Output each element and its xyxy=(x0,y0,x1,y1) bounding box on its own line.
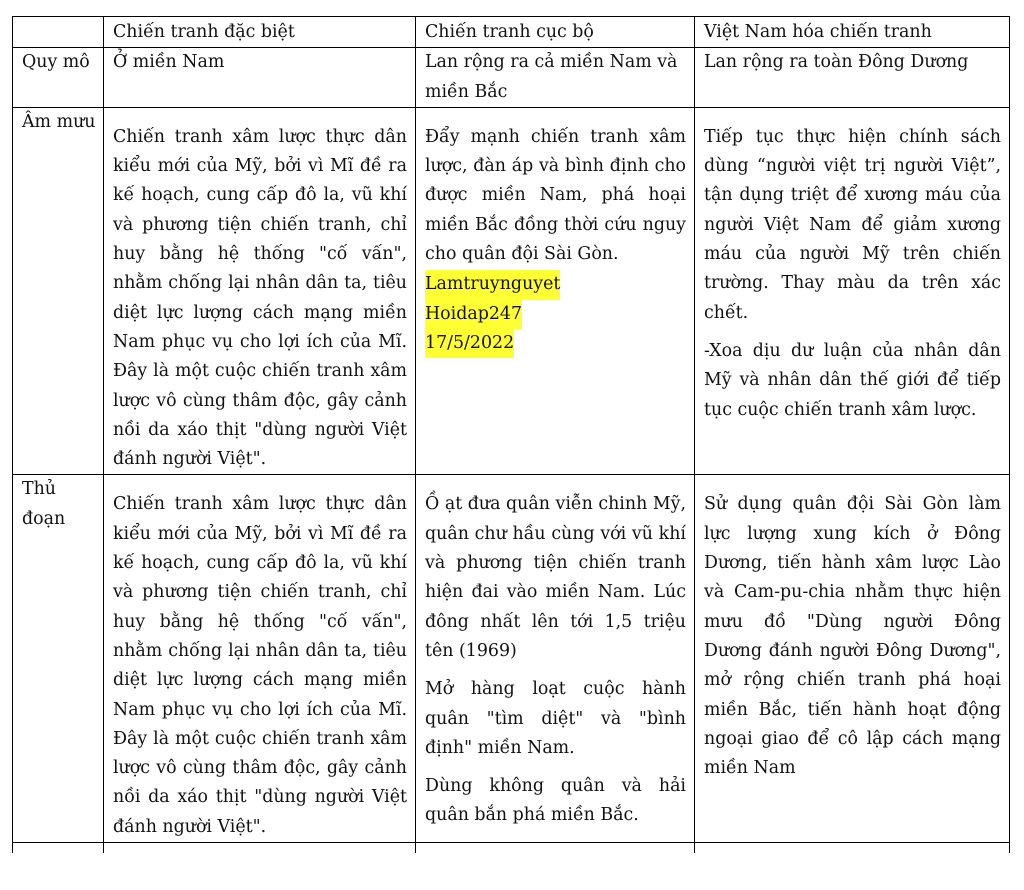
cell-tactics-vietnamization xyxy=(695,475,1010,843)
header-local-war: Chiến tranh cục bộ xyxy=(416,17,695,48)
cell-text: Ở miền Nam xyxy=(113,52,225,73)
highlight-date: 17/5/2022 xyxy=(425,329,514,358)
table-edge-cell xyxy=(104,843,416,854)
comparison-table xyxy=(12,16,1010,853)
table-edge-cell xyxy=(13,843,104,854)
cell-tactics-special xyxy=(104,475,416,843)
cell-text: Lan rộng ra toàn Đông Dương xyxy=(704,52,969,73)
cell-scale-vietnamization xyxy=(695,48,1010,108)
highlight-author: Lamtruynguyet xyxy=(425,270,560,299)
table-edge-cell xyxy=(416,843,695,854)
row-label-scale: Quy mô xyxy=(13,48,104,108)
cell-text: Lan rộng ra cả miền Nam và miền Bắc xyxy=(425,52,678,102)
cell-text: Chiến tranh xâm lược thực dân kiểu mới của Mỹ, bởi vì Mĩ đề ra kế hoạch, cung cấp đô la, vũ khí và phương tiện chiến tranh, chỉ huy bằng hệ thống "cố vấn", nhằm chống lại nhân dân ta, tiêu diệt lực lượng cách mạng miền Nam phục vụ cho lợi ích của Mĩ. Đây là một cuộc chiến tranh xâm lược vô cùng thâm độc, gây cảnh nồi da xáo thịt "dùng người Việt đánh người Việt". xyxy=(113,126,407,470)
cell-text: Sử dụng quân đội Sài Gòn làm lực lượng xung kích ở Đông Dương, tiến hành xâm lược Lào và Cam-pu-chia nhằm thực hiện mưu đồ "Dùng người Đông Dương đánh người Đông Dương", mở rộng chiến tranh phá hoại miền Bắc, tiến hành hoạt động ngoại giao để cô lập cách mạng miền Nam xyxy=(704,494,1001,779)
row-label-tactics: Thủ đoạn xyxy=(13,475,104,843)
table-row-scheme xyxy=(13,107,1010,475)
table-row-scale xyxy=(13,48,1010,108)
highlighted-note xyxy=(425,270,686,358)
cell-text: Chiến tranh xâm lược thực dân kiểu mới của Mỹ, bởi vì Mĩ đề ra kế hoạch, cung cấp đô la, vũ khí và phương tiện chiến tranh, chỉ huy bằng hệ thống "cố vấn", nhằm chống lại nhân dân ta, tiêu diệt lực lượng cách mạng miền Nam phục vụ cho lợi ích của Mĩ. Đây là một cuộc chiến tranh xâm lược vô cùng thâm độc, gây cảnh nồi da xáo thịt "dùng người Việt đánh người Việt". xyxy=(113,494,407,837)
cell-scale-local xyxy=(416,48,695,108)
cell-scheme-vietnamization xyxy=(695,107,1010,475)
cell-text: Mở hàng loạt cuộc hành quân "tìm diệt" và "bình định" miền Nam. xyxy=(425,679,686,758)
header-special-war: Chiến tranh đặc biệt xyxy=(104,17,416,48)
cell-text: Ồ ạt đưa quân viễn chinh Mỹ, quân chư hầu cùng với vũ khí và phương tiện chiến tranh hiện đai vào miền Nam. Lúc đông nhất lên tới 1,5 triệu tên (1969) xyxy=(425,494,686,661)
cell-text: Dùng không quân và hải quân bắn phá miền Bắc. xyxy=(425,776,686,826)
cell-scheme-local xyxy=(416,107,695,475)
row-label-scheme: Âm mưu xyxy=(13,107,104,475)
cell-scale-special xyxy=(104,48,416,108)
cell-scheme-special xyxy=(104,107,416,475)
cell-tactics-local xyxy=(416,475,695,843)
header-cell-empty xyxy=(13,17,104,48)
highlight-site: Hoidap247 xyxy=(425,300,522,329)
header-vietnamization: Việt Nam hóa chiến tranh xyxy=(695,17,1010,48)
cell-text: Tiếp tục thực hiện chính sách dùng “người việt trị người Việt”, tận dụng triệt để xương máu của người Việt Nam để giảm xương máu của người Mỹ trên chiến trường. Thay màu da trên xác chết. xyxy=(704,126,1001,323)
table-next-row-edge xyxy=(13,843,1010,854)
cell-text: Đẩy mạnh chiến tranh xâm lược, đàn áp và bình định cho được miền Nam, phá hoại miền Bắc đồng thời cứu nguy cho quân đội Sài Gòn. xyxy=(425,126,686,265)
table-header-row xyxy=(13,17,1010,48)
table-row-tactics xyxy=(13,475,1010,843)
cell-text: -Xoa dịu dư luận của nhân dân Mỹ và nhân dân thế giới để tiếp tục cuộc chiến tranh xâm lược. xyxy=(704,340,1001,420)
table-edge-cell xyxy=(695,843,1010,854)
